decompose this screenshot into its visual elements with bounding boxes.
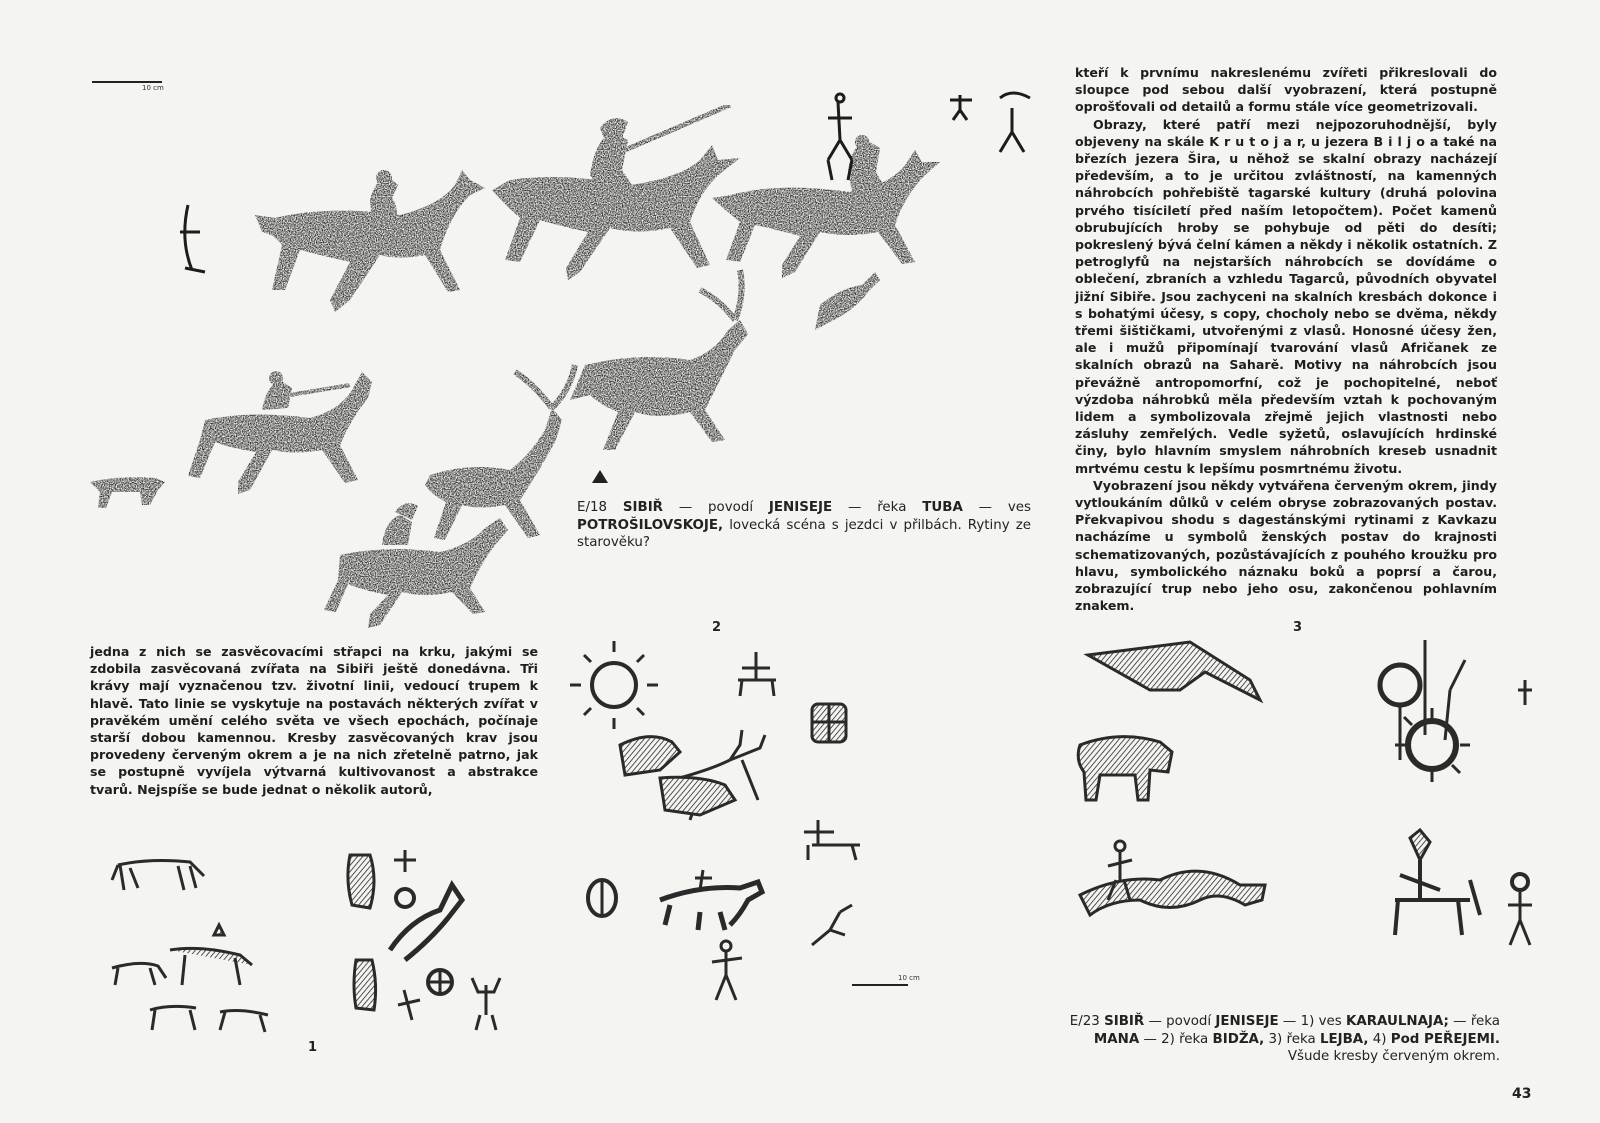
deer-1 [570, 270, 748, 450]
stick-figures-top [180, 93, 1030, 272]
figure-marker-triangle [592, 470, 608, 483]
rider-horse-4 [188, 371, 372, 494]
left-paragraph: jedna z nich se zasvěcovacími střapci na krku, jakými se zdobila zasvěcovaná zvířata na Sibiři ještě donedávna. Tři krávy mají vyznačenou tzv. životní linii, vedoucí trupem k hlavě. Tato linie se vyskytuje na postavách některých zvířat v pravěkém umění celého světa ve všech epochách, počínaje starší dobou kamennou. Kresby zasvěcovaných krav jsou provedeny červeným okrem a je na nich zřetelně patrno, jak se postupně vyvíjela výtvarná kultivovanost a abstrakce tvarů. Nejspíše se bude jednat o několik autorů, [90, 644, 538, 797]
caption-e18: E/18 SIBIŘ — povodí JENISEJE — řeka TUBA — ves POTROŠILOVSKOJE, lovecká scéna s jezdci v přilbách. Rytiny ze starověku? [577, 500, 1032, 550]
scale-label-top: 10 cm [142, 84, 164, 92]
left-column-text [90, 643, 538, 798]
right-column-text [1075, 64, 1497, 615]
page-number: 43 [1512, 1086, 1532, 1102]
right-paragraph-2: Obrazy, které patří mezi nejpozoruhodnější, byly objeveny na skále K r u t o j a r, u jezera B i l j o a také na březích jezera Šira, u něhož se skalní obrazy nacházejí především, a to je určitou zvláštností, na kamenných náhrobcích pohřebiště tagarské kultury (druhá polovina prvého tisíciletí před naším letopočtem). Počet kamenů obrubujících hroby se pohybuje od pěti do desíti; pokreslený bývá čelní kámen a někdy i několik ostatních. Z petroglyfů na nejstarších náhrobcích se dovídáme o oblečení, zbraních a vzhledu Tagarců, původních obyvatel jižní Sibiře. Jsou zachyceni na skalních kresbách dokonce i s bohatými účesy, s copy, chocholy nebo se dvěma, někdy třemi šištičkami, utvořenými z vlasů. Honosné účesy žen, ale i mužů připomínají tvarování vlasů Afričanek ze skalních obrazů na Saharě. Motivy na náhrobcích jsou převážně antropomorfní, což je pochopitelné, neboť výzdoba náhrobků měla především vztah k pochovaným lidem a symbolizovala zřejmě jejich vlastnosti nebo zásluhy zemřelých. Vedle syžetů, oslavujících hrdinské činy, bylo hlavním smyslem náhrobních kreseb usnadnit mrtvému cestu k lepšímu posmrtnému životu. [1075, 116, 1497, 476]
caption-e23: E/23 SIBIŘ — povodí JENISEJE — 1) ves KARAULNAJA; — řeka MANA — 2) řeka BIDŽA, 3) řeka LEJBA, 4) Pod PEŘEJEMI. Všude kresby červeným okrem. [1069, 1014, 1500, 1064]
small-quadruped [90, 477, 165, 508]
rider-horse-1 [255, 170, 485, 312]
caption-e18-id: E/18 [577, 500, 608, 515]
running-dog [815, 272, 880, 330]
figure-number-2: 2 [712, 620, 722, 635]
rider-horse-5 [324, 503, 508, 628]
figure-1-drawings [112, 850, 500, 1032]
figure-number-3: 3 [1293, 620, 1303, 635]
figure-2-drawings [570, 641, 860, 1000]
rider-horse-3 [712, 135, 940, 278]
rider-horse-2 [492, 105, 740, 280]
figure-number-1: 1 [308, 1040, 318, 1055]
right-paragraph-1: kteří k prvnímu nakreslenému zvířeti přikreslovali do sloupce pod sebou další vyobrazení, která postupně oprošťovali od detailů a formu stále více geometrizovali. [1075, 65, 1497, 115]
caption-e23-id: E/23 [1069, 1014, 1100, 1029]
figure-3-drawings [1078, 640, 1532, 945]
scale-label-figure-2: 10 cm [898, 974, 920, 982]
deer-2 [425, 365, 575, 540]
right-paragraph-3: Vyobrazení jsou někdy vytvářena červeným okrem, jindy vytloukáním důlků v celém obryse zobrazovaných postav. Překvapivou shodu s dagestánskými rytinami z Kavkazu nacházíme u symbolů ženských postav do krajnosti schematizovaných, pozůstávajících z pouhého kroužku pro hlavu, symbolického náznaku boků a poprsí a čarou, zobrazující trup nebo jeho osu, zakončenou pohlavním znakem. [1075, 477, 1497, 614]
